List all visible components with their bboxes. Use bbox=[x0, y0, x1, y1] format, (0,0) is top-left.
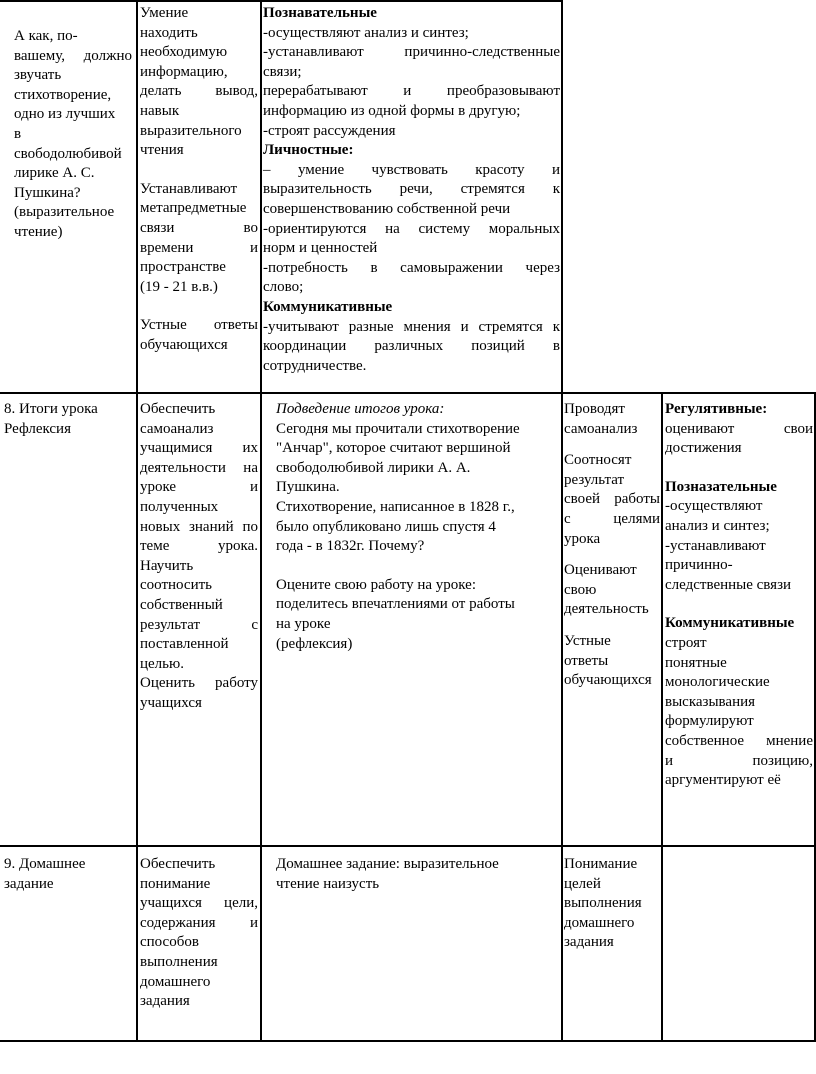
communicative-list-line: -учитывают разные мнения и стремятся к bbox=[263, 318, 560, 335]
activity-self-analysis bbox=[564, 400, 660, 439]
row1-question-cell-line: вашему, должно bbox=[14, 47, 132, 64]
row1-question-cell bbox=[14, 27, 132, 243]
row3-stage-cell-line: задание bbox=[4, 875, 54, 892]
row2-goals-cell bbox=[140, 400, 258, 714]
personal-list-line: совершенствованию собственной речи bbox=[263, 200, 511, 217]
activity-oral-line: ответы bbox=[564, 652, 609, 669]
row3-activity-cell-line: выполнения bbox=[564, 895, 642, 912]
row1-skills-links bbox=[140, 180, 258, 298]
row3-goals-cell-line: учащихся цели, bbox=[140, 895, 258, 912]
column-divider-2 bbox=[260, 0, 262, 1042]
heading-communicative-2: Коммуникативные bbox=[665, 615, 795, 632]
personal-list-line: -ориентируются на систему моральных bbox=[263, 220, 560, 237]
summary-question-line: Стихотворение, написанное в 1828 г., bbox=[276, 498, 515, 515]
row1-skills-info-line: информацию, bbox=[140, 63, 228, 80]
activity-oral-line: обучающихся bbox=[564, 672, 652, 689]
summary-title: Подведение итогов урока: bbox=[276, 401, 445, 417]
heading-personal: Личностные: bbox=[263, 142, 354, 159]
row1-skills-info-line: необходимую bbox=[140, 44, 228, 61]
row1-skills-info-line: находить bbox=[140, 24, 198, 41]
communicative-list-2-line: понятные bbox=[665, 654, 727, 671]
heading-cognitive-2: Позназательные bbox=[665, 478, 777, 495]
heading-regulative: Регулятивные: bbox=[665, 401, 768, 417]
row3-goals-cell-line: задания bbox=[140, 993, 190, 1010]
row3-content-cell-line: Домашнее задание: выразительное bbox=[276, 856, 499, 872]
row1-question-cell-line: звучать bbox=[14, 67, 62, 84]
row2-goals-cell-line: Оценить работу bbox=[140, 675, 258, 692]
row1-skills-answers-line: Устные ответы bbox=[140, 317, 258, 334]
row1-uud-cell bbox=[263, 4, 560, 376]
row1-question-cell-line: Пушкина? bbox=[14, 184, 81, 201]
row1-skills-info-line: выразительного bbox=[140, 122, 242, 139]
row1-question-cell-line: лирике А. С. bbox=[14, 165, 95, 182]
column-divider-4 bbox=[661, 392, 663, 1042]
row2-goals-cell-line: результат с bbox=[140, 616, 258, 633]
cognitive-list-2-line: -осуществляют bbox=[665, 498, 763, 515]
cognitive-list-2-line: причинно- bbox=[665, 557, 733, 574]
row3-goals-cell-line: выполнения bbox=[140, 953, 218, 970]
row1-skills-links-line: метапредметные bbox=[140, 200, 247, 217]
cognitive-list-line: информацию из одной формы в другую; bbox=[263, 102, 521, 119]
row3-activity-cell-line: домашнего bbox=[564, 914, 635, 931]
activity-evaluate-line: свою bbox=[564, 581, 597, 598]
activity-evaluate-line: деятельность bbox=[564, 601, 649, 618]
heading-communicative: Коммуникативные bbox=[263, 298, 393, 315]
reflection-text-line: (рефлексия) bbox=[276, 635, 353, 652]
communicative-list-line: координации различных позиций в bbox=[263, 338, 560, 355]
row2-goals-cell-line: Научить bbox=[140, 557, 194, 574]
row3-activity-cell bbox=[564, 855, 660, 953]
row1-skills-links-line: (19 - 21 в.в.) bbox=[140, 278, 218, 295]
row3-activity-cell-line: задания bbox=[564, 934, 614, 951]
row1-question-cell-line: одно из лучших bbox=[14, 106, 116, 123]
personal-list-line: слово; bbox=[263, 279, 304, 296]
communicative-list-2 bbox=[665, 634, 813, 791]
communicative-list bbox=[263, 318, 560, 377]
cognitive-list-line: -устанавливают причинно-следственные bbox=[263, 44, 560, 61]
reflection-text bbox=[276, 576, 556, 654]
row1-skills-answers bbox=[140, 316, 258, 355]
row1-skills-info-line: навык bbox=[140, 102, 180, 119]
row2-goals-cell-line: учащихся bbox=[140, 694, 202, 711]
row1-skills-info-line: Умение bbox=[140, 5, 189, 21]
row1-question-cell-line: (выразительное bbox=[14, 204, 115, 221]
row-divider-2 bbox=[0, 845, 816, 847]
reflection-text-line: поделитесь впечатлениями от работы bbox=[276, 596, 515, 613]
row2-activity-cell bbox=[564, 400, 660, 691]
cognitive-list-2-line: анализ и синтез; bbox=[665, 517, 770, 534]
activity-compare-line: Соотносят bbox=[564, 452, 632, 469]
row2-goals-cell-line: учащимися их bbox=[140, 440, 258, 457]
row2-goals-cell-line: целью. bbox=[140, 655, 184, 672]
row3-goals-cell-line: содержания и bbox=[140, 914, 258, 931]
reflection-text-line: на уроке bbox=[276, 615, 331, 632]
communicative-list-2-line: строят bbox=[665, 634, 707, 651]
heading-cognitive: Познавательные bbox=[263, 5, 377, 21]
row2-goals-cell-line: новых знаний по bbox=[140, 518, 258, 535]
row1-question-cell-line: чтение) bbox=[14, 223, 63, 240]
row3-goals-cell-line: способов bbox=[140, 934, 199, 951]
row2-goals-cell-line: поставленной bbox=[140, 636, 229, 653]
row3-activity-cell-line: Понимание bbox=[564, 856, 638, 872]
personal-list-line: -потребность в самовыражении через bbox=[263, 259, 560, 276]
row2-goals-cell-line: деятельности на bbox=[140, 459, 258, 476]
row1-question-cell-line: стихотворение, bbox=[14, 86, 112, 103]
row3-goals-cell-line: Обеспечить bbox=[140, 856, 216, 872]
activity-self-analysis-line: самоанализ bbox=[564, 420, 638, 437]
row2-goals-cell-line: соотносить bbox=[140, 577, 212, 594]
summary-text-line: "Анчар", которое считают вершиной bbox=[276, 440, 511, 457]
row2-uud-cell bbox=[665, 400, 813, 791]
table-border-top bbox=[0, 0, 562, 2]
activity-evaluate bbox=[564, 561, 660, 620]
row3-stage-cell-line: 9. Домашнее bbox=[4, 856, 86, 872]
cognitive-list-line: перерабатывают и преобразовывают bbox=[263, 83, 560, 100]
communicative-list-2-line: формулируют bbox=[665, 713, 754, 730]
row2-goals-cell-line: уроке и bbox=[140, 479, 258, 496]
row1-skills-answers-line: обучающихся bbox=[140, 336, 228, 353]
row1-skills-links-line: времени и bbox=[140, 239, 258, 256]
row3-goals-cell-line: понимание bbox=[140, 875, 211, 892]
communicative-list-2-line: собственное мнение bbox=[665, 732, 813, 749]
row3-stage-cell bbox=[4, 855, 132, 894]
column-divider-3 bbox=[561, 0, 563, 1042]
personal-list bbox=[263, 161, 560, 298]
row2-goals-cell-line: Обеспечить bbox=[140, 401, 216, 417]
activity-compare-line: с целями bbox=[564, 510, 660, 527]
row3-content-cell-line: чтение наизусть bbox=[276, 875, 380, 892]
row3-content-cell bbox=[276, 855, 556, 894]
activity-compare bbox=[564, 451, 660, 549]
activity-compare-line: результат bbox=[564, 471, 625, 488]
cognitive-list-2-line: следственные связи bbox=[665, 576, 792, 593]
summary-text-line: Сегодня мы прочитали стихотворение bbox=[276, 420, 520, 437]
table-border-bottom bbox=[0, 1040, 816, 1042]
row2-goals-cell-line: полученных bbox=[140, 498, 219, 515]
summary-question-line: было опубликовано лишь спустя 4 bbox=[276, 518, 496, 535]
row3-goals-cell bbox=[140, 855, 258, 1012]
row2-goals-cell-line: собственный bbox=[140, 596, 223, 613]
communicative-list-2-line: монологические bbox=[665, 674, 770, 691]
regulative-list-line: оценивают свои bbox=[665, 420, 813, 437]
communicative-list-2-line: и позицию, bbox=[665, 752, 813, 769]
column-divider-1 bbox=[136, 0, 138, 1042]
row1-skills-info-line: делать вывод, bbox=[140, 83, 258, 100]
reflection-text-line: Оцените свою работу на уроке: bbox=[276, 576, 477, 593]
personal-list-line: – умение чувствовать красоту и bbox=[263, 161, 560, 178]
personal-list-line: норм и ценностей bbox=[263, 240, 378, 257]
communicative-list-2-line: высказывания bbox=[665, 693, 756, 710]
row2-goals-cell-line: теме урока. bbox=[140, 538, 258, 555]
personal-list-line: выразительность речи, стремятся к bbox=[263, 181, 560, 198]
activity-compare-line: урока bbox=[564, 530, 601, 547]
summary-text-line: свободолюбивой лирики А. А. bbox=[276, 459, 471, 476]
regulative-list bbox=[665, 420, 813, 459]
row1-skills-cell bbox=[140, 4, 258, 356]
row2-stage-cell-line: Рефлексия bbox=[4, 420, 71, 437]
cognitive-list-line: -строят рассуждения bbox=[263, 122, 396, 139]
activity-compare-line: своей работы bbox=[564, 491, 660, 508]
row1-question-cell-line: свободолюбивой bbox=[14, 145, 122, 162]
row1-skills-links-line: пространстве bbox=[140, 259, 226, 276]
summary-text bbox=[276, 420, 556, 498]
regulative-list-line: достижения bbox=[665, 440, 742, 457]
cognitive-list-line: -осуществляют анализ и синтез; bbox=[263, 24, 469, 41]
summary-text-line: Пушкина. bbox=[276, 479, 340, 496]
row1-skills-links-line: связи во bbox=[140, 219, 258, 236]
activity-evaluate-line: Оценивают bbox=[564, 562, 637, 579]
summary-question-line: года - в 1832г. Почему? bbox=[276, 538, 425, 555]
row1-skills-info bbox=[140, 4, 258, 161]
row1-question-cell-line: в bbox=[14, 125, 22, 142]
row3-goals-cell-line: домашнего bbox=[140, 973, 211, 990]
cognitive-list bbox=[263, 24, 560, 142]
cognitive-list-2-line: -устанавливают bbox=[665, 537, 766, 554]
row1-question-cell-line: А как, по- bbox=[14, 28, 78, 44]
row1-skills-info-line: чтения bbox=[140, 142, 184, 159]
communicative-list-line: сотрудничестве. bbox=[263, 357, 367, 374]
summary-question bbox=[276, 498, 556, 557]
row2-goals-cell-line: самоанализ bbox=[140, 420, 214, 437]
cognitive-list-line: связи; bbox=[263, 63, 302, 80]
activity-oral-line: Устные bbox=[564, 632, 611, 649]
activity-self-analysis-line: Проводят bbox=[564, 401, 625, 417]
row2-stage-cell bbox=[4, 400, 132, 439]
cognitive-list-2 bbox=[665, 497, 813, 595]
row2-stage-cell-line: 8. Итоги урока bbox=[4, 401, 98, 417]
communicative-list-2-line: аргументируют её bbox=[665, 772, 781, 789]
row2-content-cell bbox=[276, 400, 556, 654]
row3-activity-cell-line: целей bbox=[564, 875, 601, 892]
activity-oral bbox=[564, 632, 660, 691]
row1-skills-links-line: Устанавливают bbox=[140, 180, 238, 197]
row-divider-1 bbox=[0, 392, 816, 394]
